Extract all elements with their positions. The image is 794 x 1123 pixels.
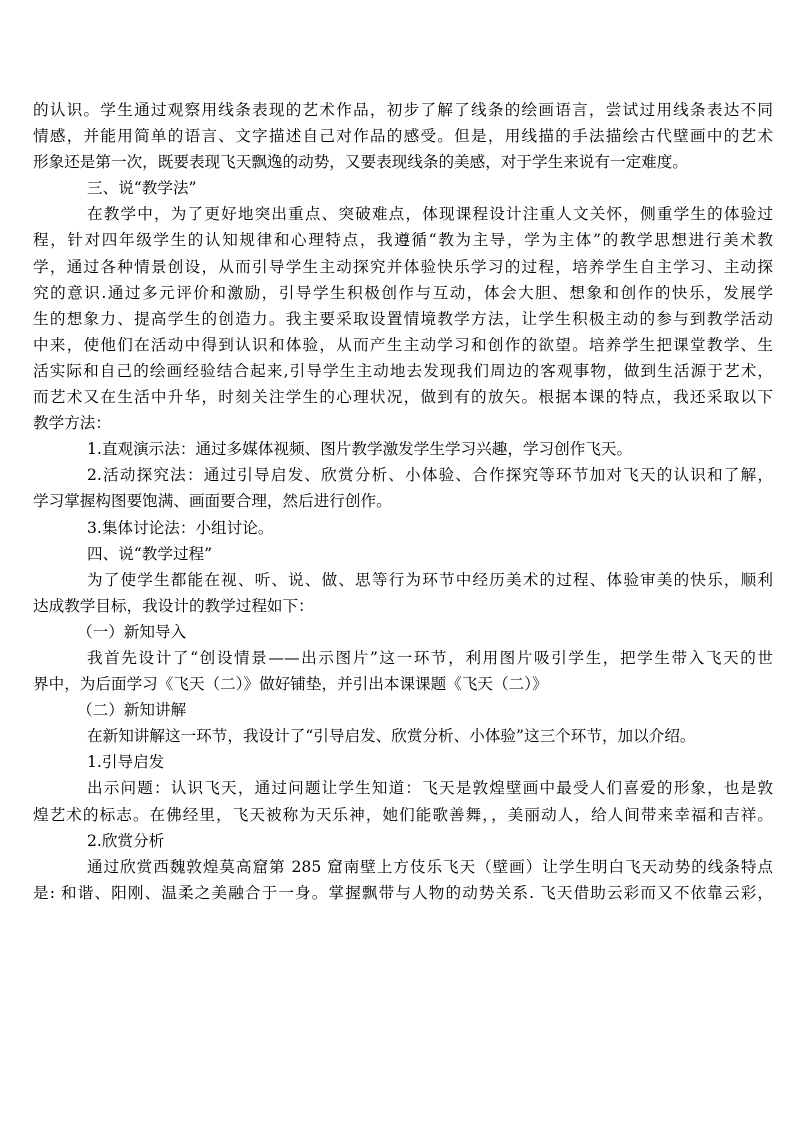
list-item: 2.欣赏分析 [87,831,165,850]
text-line: 形象还是第一次，既要表现飞天飘逸的动势，又要表现线条的美感，对于学生来说有一定难度。 [33,153,688,172]
text-line: 煌艺术的标志。在佛经里，飞天被称为天乐神，她们能歌善舞，，美丽动人，给人间带来幸福和吉祥。 [33,805,773,824]
text-line: 的认识。学生通过观察用线条表现的艺术作品，初步了解了线条的绘画语言，尝试过用线条表达不同 [33,101,773,119]
list-item: 2.活动探究法：通过引导启发、欣赏分析、小体验、合作探究等环节加对飞天的认识和了解， [87,466,773,485]
list-item: 3.集体讨论法：小组讨论。 [87,518,274,537]
text-line: 为了使学生都能在视、听、说、做、思等行为环节中经历美术的过程、体验审美的快乐，顺利 [87,570,773,589]
text-line: 活实际和自己的绘画经验结合起来,引导学生主动地去发现我们周边的客观事物，做到生活源于艺术， [33,361,773,380]
text-line: 情感，并能用简单的语言、文字描述自己对作品的感受。但是，用线描的手法描绘古代壁画中的艺术 [33,127,773,146]
text-line: 我首先设计了“创设情景——出示图片”这一环节，利用图片吸引学生，把学生带入飞天的世 [87,648,773,667]
document-page [33,97,773,906]
text-line: 在教学中，为了更好地突出重点、突破难点，体现课程设计注重人文关怀，侧重学生的体验过 [87,205,773,224]
section-heading: 三、说“教学法” [87,179,197,198]
subsection-heading: （二）新知讲解 [77,701,187,720]
text-line: 程，针对四年级学生的认知规律和心理特点，我遵循“教为主导，学为主体”的教学思想进行美术教 [33,231,773,250]
text-line: 中来，使他们在活动中得到认识和体验，从而产生主动学习和创作的欲望。培养学生把课堂教学、生 [33,335,773,354]
text-line: 达成教学目标，我设计的教学过程如下： [33,596,314,615]
text-line: 教学方法： [33,414,111,433]
subsection-heading: （一）新知导入 [77,622,187,641]
list-item: 1.直观演示法：通过多媒体视频、图片教学激发学生学习兴趣，学习创作飞天。 [87,440,633,459]
list-item: 1.引导启发 [87,753,165,772]
text-line: 界中，为后面学习《飞天（二）》做好铺垫，并引出本课课题《飞天（二）》 [33,675,548,694]
text-line: 通过欣赏西魏敦煌莫高窟第 285 窟南壁上方伎乐飞天（壁画）让学生明白飞天动势的线条特点 [87,857,773,876]
text-line: 是: 和谐、阳刚、温柔之美融合于一身。掌握飘带与人物的动势关系. 飞天借助云彩而又不依靠云彩， [33,883,773,902]
section-heading: 四、说“教学过程” [87,544,213,563]
text-line: 究的意识.通过多元评价和激励，引导学生积极创作与互动，体会大胆、想象和创作的快乐，发展学 [33,283,773,302]
text-line: 学，通过各种情景创设，从而引导学生主动探究并体验快乐学习的过程，培养学生自主学习、主动探 [33,257,773,276]
text-line: 在新知讲解这一环节，我设计了“引导启发、欣赏分析、小体验”这三个环节，加以介绍。 [87,727,696,746]
text-line: 生的想象力、提高学生的创造力。我主要采取设置情境教学方法，让学生积极主动的参与到教学活动 [33,309,773,328]
text-line: 出示问题：认识飞天，通过问题让学生知道：飞天是敦煌壁画中最受人们喜爱的形象，也是敦 [87,779,773,798]
text-line: 学习掌握构图要饱满、画面要合理，然后进行创作。 [33,492,392,511]
text-line: 而艺术又在生活中升华，时刻关注学生的心理状况，做到有的放矢。根据本课的特点，我还采取以下 [33,388,773,407]
